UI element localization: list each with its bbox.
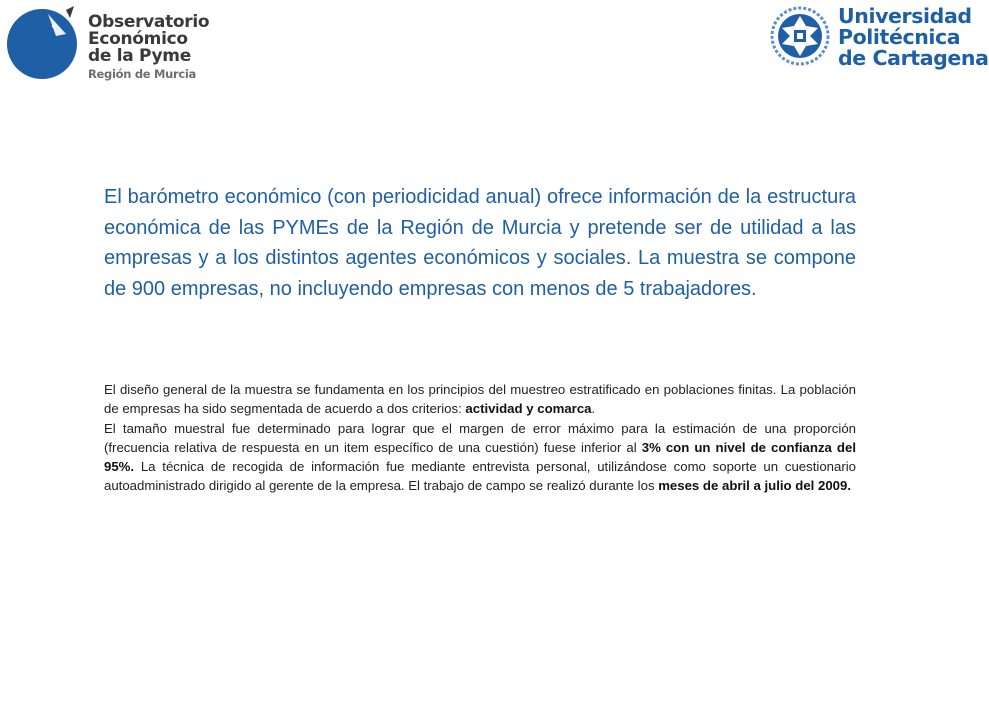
intro-paragraph: El barómetro económico (con periodicidad anual) ofrece información de la estructura económica de las PYMEs de la Región de Murcia y pretende ser de utilidad a las empresas y a los distintos agentes económicos y sociales. La muestra se compone de 900 empresas, no incluyendo empresas con menos de 5 trabajadores. bbox=[104, 186, 856, 300]
method-text-3: El tamaño muestral fue determinado para lograr que el margen de error máximo para la estimación de una proporción (frecuencia relativa de respuesta en un item específico de una cuestión) fuese inferior al bbox=[104, 420, 856, 455]
upct-line-universidad: Universidad bbox=[838, 4, 972, 28]
method-bold-criteria: actividad y comarca bbox=[465, 401, 592, 417]
logo-line-region: Región de Murcia bbox=[88, 67, 196, 81]
method-text-1: El diseño general de la muestra se fundamenta en los principios del muestreo estratificado en poblaciones finitas. La población de empresas ha sido segmentada de acuerdo a dos criterios: bbox=[104, 382, 856, 417]
method-text-4: La técnica de recogida de información fue mediante entrevista personal, utilizándose como soporte un cuestionario autoadministrado dirigido al gerente de la empresa. El trabajo de campo se realizó durante los bbox=[104, 459, 856, 494]
method-bold-period: meses de abril a julio del 2009. bbox=[658, 478, 851, 494]
upct-line-cartagena: de Cartagena bbox=[838, 46, 989, 70]
upct-seal-icon bbox=[770, 4, 834, 68]
methodology-paragraph bbox=[104, 380, 856, 496]
logo-line-observatorio: Observatorio bbox=[88, 12, 210, 32]
method-bold-confidence: 3% con un nivel de confianza del 95%. bbox=[104, 439, 856, 475]
observatorio-globe-icon bbox=[4, 4, 84, 80]
upct-logo bbox=[770, 4, 989, 70]
logo-line-pyme: de la Pyme bbox=[88, 46, 191, 66]
observatorio-logo bbox=[4, 4, 210, 81]
logo-line-economico: Económico bbox=[88, 29, 188, 49]
method-text-2: . bbox=[591, 401, 596, 417]
upct-line-politecnica: Politécnica bbox=[838, 25, 961, 49]
